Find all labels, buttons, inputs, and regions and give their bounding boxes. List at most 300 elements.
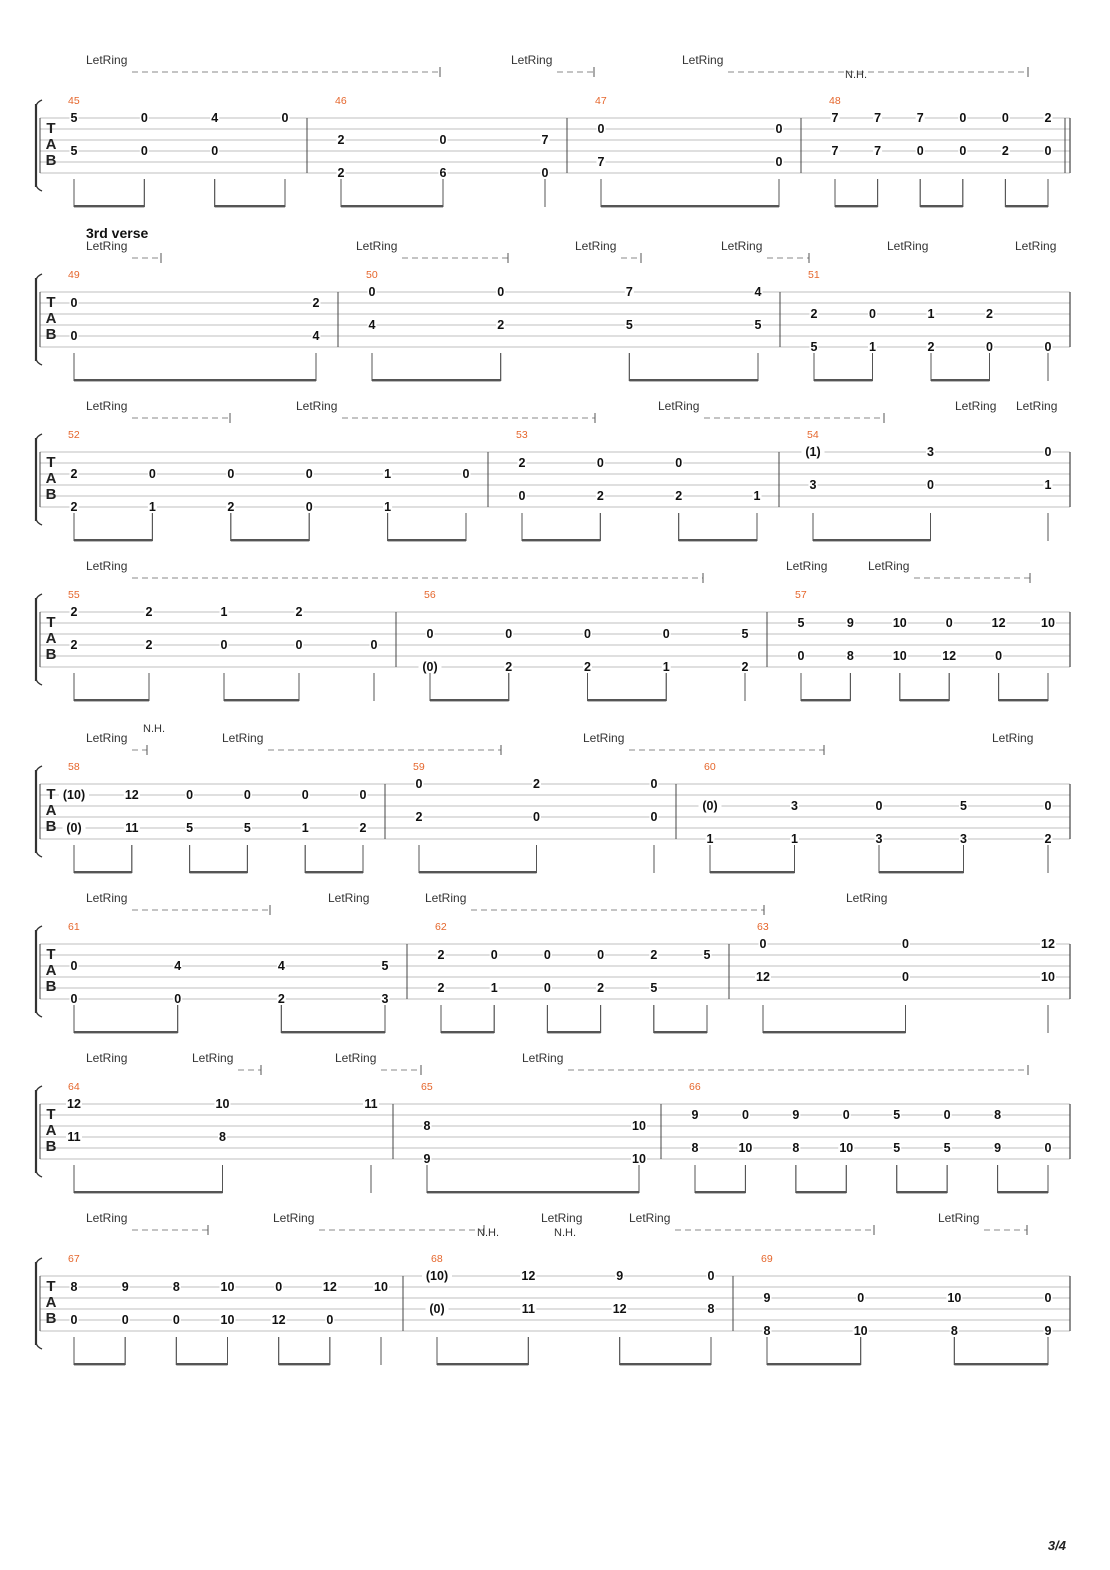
fret-number: 2 (277, 992, 285, 1006)
fret-number: 0 (148, 467, 156, 481)
fret-number: 0 (1001, 111, 1009, 125)
tab-clef-a: A (45, 962, 57, 979)
fret-number: 0 (70, 959, 78, 973)
fret-number: 9 (121, 1280, 129, 1294)
measure-number: 60 (704, 761, 716, 773)
fret-number: 0 (650, 810, 658, 824)
page-number: 3/4 (1047, 1538, 1066, 1553)
letring-label: LetRing (511, 53, 553, 67)
bracket-hook-top (36, 766, 42, 772)
fret-number: 0 (220, 638, 228, 652)
note-beam (710, 871, 795, 873)
fret-number: 2 (596, 489, 604, 503)
note-beam (814, 379, 873, 381)
fret-number: 0 (211, 144, 219, 158)
fret-number: 5 (943, 1141, 951, 1155)
harmonic-mark: N.H. (845, 69, 867, 81)
fret-number: 0 (986, 340, 993, 354)
fret-number: 5 (810, 340, 818, 354)
fret-number: (0) (429, 1302, 445, 1316)
fret-number: 0 (775, 122, 783, 136)
fret-number: 2 (1044, 832, 1052, 846)
letring-label: LetRing (522, 1051, 564, 1065)
fret-number: 5 (893, 1141, 901, 1155)
fret-number: 4 (368, 318, 376, 332)
note-beam (305, 871, 363, 873)
letring-label: LetRing (86, 731, 128, 745)
bracket-hook-top (36, 1258, 42, 1264)
fret-number: 0 (281, 111, 289, 125)
fret-number: 1 (384, 467, 392, 481)
measure-number: 68 (431, 1253, 443, 1265)
fret-number: 3 (791, 799, 798, 813)
measure-number: 56 (424, 589, 436, 601)
bracket-hook-bottom (36, 519, 42, 525)
tab-clef-b: B (45, 646, 57, 663)
tab-clef-a: A (45, 1122, 57, 1139)
fret-number: 2 (927, 340, 935, 354)
bracket-hook-bottom (36, 1343, 42, 1349)
letring-label: LetRing (86, 53, 128, 67)
fret-number: 8 (423, 1119, 431, 1133)
fret-number: 0 (70, 1313, 78, 1327)
fret-number: 11 (67, 1130, 81, 1144)
fret-number: 5 (625, 318, 633, 332)
fret-number: 12 (756, 970, 770, 984)
tab-clef-t: T (46, 120, 56, 137)
note-beam (231, 539, 309, 541)
tab-clef-b: B (45, 326, 57, 343)
fret-number: 12 (322, 1280, 337, 1294)
fret-number: 2 (145, 605, 153, 619)
fret-number: 0 (995, 649, 1003, 663)
letring-label: LetRing (992, 731, 1034, 745)
fret-number: 0 (227, 467, 235, 481)
note-beam (796, 1191, 846, 1193)
fret-number: 0 (326, 1313, 334, 1327)
fret-number: 1 (220, 605, 228, 619)
fret-number: (0) (702, 799, 718, 813)
note-beam (281, 1031, 385, 1033)
fret-number: 1 (490, 981, 498, 995)
fret-number: 9 (691, 1108, 699, 1122)
fret-number: 0 (1044, 799, 1052, 813)
fret-number: 8 (846, 649, 854, 663)
measure-number: 66 (689, 1081, 701, 1093)
fret-number: 0 (945, 616, 953, 630)
note-beam (427, 1191, 639, 1193)
fret-number: 0 (518, 489, 526, 503)
note-beam (999, 699, 1048, 701)
fret-number: 9 (846, 616, 854, 630)
fret-number: 12 (612, 1302, 627, 1316)
fret-number: 7 (831, 144, 839, 158)
fret-number: 12 (1041, 937, 1055, 951)
tab-clef-b: B (45, 486, 57, 503)
letring-label: LetRing (629, 1211, 671, 1225)
note-beam (522, 539, 600, 541)
measure-number: 67 (68, 1253, 80, 1265)
letring-label: LetRing (575, 239, 617, 253)
letring-label: LetRing (192, 1051, 234, 1065)
fret-number: 5 (741, 627, 749, 641)
fret-number: 2 (597, 981, 605, 995)
fret-number: 10 (220, 1313, 235, 1327)
fret-number: 0 (927, 478, 934, 492)
note-beam (74, 379, 316, 381)
fret-number: 9 (616, 1269, 624, 1283)
note-beam (215, 205, 285, 207)
note-beam (813, 539, 931, 541)
note-beam (695, 1191, 745, 1193)
fret-number: 1 (1044, 478, 1052, 492)
fret-number: 10 (892, 616, 907, 630)
tab-clef-t: T (46, 786, 56, 803)
fret-number: 0 (1044, 1291, 1052, 1305)
note-beam (835, 205, 878, 207)
note-beam (224, 699, 299, 701)
measure-number: 59 (413, 761, 425, 773)
fret-number: 10 (892, 649, 907, 663)
fret-number: 1 (927, 307, 935, 321)
fret-number: 1 (869, 340, 876, 354)
letring-label: LetRing (868, 559, 910, 573)
fret-number: 5 (70, 144, 78, 158)
fret-number: 0 (140, 111, 148, 125)
measure-number: 58 (68, 761, 80, 773)
bracket-hook-top (36, 274, 42, 280)
measure-number: 65 (421, 1081, 433, 1093)
fret-number: 3 (875, 832, 883, 846)
fret-number: 12 (271, 1313, 286, 1327)
letring-label: LetRing (541, 1211, 583, 1225)
note-beam (372, 379, 501, 381)
fret-number: 2 (437, 981, 445, 995)
fret-number: 0 (775, 155, 783, 169)
fret-number: 5 (754, 318, 762, 332)
bracket-hook-bottom (36, 679, 42, 685)
letring-label: LetRing (955, 399, 997, 413)
fret-number: 0 (916, 144, 924, 158)
letring-label: LetRing (425, 891, 467, 905)
fret-number: 1 (662, 660, 670, 674)
fret-number: 2 (1044, 111, 1052, 125)
fret-number: 0 (842, 1108, 850, 1122)
fret-number: 0 (275, 1280, 283, 1294)
fret-number: 0 (295, 638, 303, 652)
note-beam (920, 205, 963, 207)
note-beam (176, 1363, 227, 1365)
measure-number: 53 (516, 429, 528, 441)
fret-number: 0 (650, 777, 658, 791)
fret-number: (0) (422, 660, 438, 674)
note-beam (601, 205, 779, 207)
fret-number: 3 (927, 445, 934, 459)
bracket-hook-top (36, 926, 42, 932)
fret-number: 10 (1041, 970, 1055, 984)
fret-number: 2 (337, 166, 345, 180)
letring-label: LetRing (296, 399, 338, 413)
letring-label: LetRing (356, 239, 398, 253)
fret-number: 0 (857, 1291, 865, 1305)
fret-number: 8 (792, 1141, 800, 1155)
fret-number: 12 (942, 649, 957, 663)
fret-number: 10 (374, 1280, 388, 1294)
fret-number: 0 (243, 788, 251, 802)
fret-number: 0 (70, 992, 78, 1006)
fret-number: 0 (543, 948, 551, 962)
fret-number: 9 (792, 1108, 800, 1122)
letring-label: LetRing (682, 53, 724, 67)
note-beam (897, 1191, 947, 1193)
fret-number: 0 (869, 307, 876, 321)
note-beam (419, 871, 537, 873)
bracket-hook-bottom (36, 1171, 42, 1177)
note-beam (879, 871, 964, 873)
fret-number: 7 (831, 111, 839, 125)
fret-number: 8 (172, 1280, 180, 1294)
fret-number: 2 (70, 500, 78, 514)
fret-number: 0 (186, 788, 194, 802)
fret-number: 0 (301, 788, 309, 802)
fret-number: 1 (791, 832, 798, 846)
fret-number: 2 (741, 660, 749, 674)
fret-number: 10 (853, 1324, 868, 1338)
note-beam (388, 539, 466, 541)
note-beam (620, 1363, 711, 1365)
fret-number: 10 (632, 1152, 646, 1166)
fret-number: 5 (893, 1108, 901, 1122)
letring-label: LetRing (721, 239, 763, 253)
measure-number: 46 (335, 95, 347, 107)
fret-number: 5 (960, 799, 967, 813)
tab-clef-a: A (45, 802, 57, 819)
note-beam (679, 539, 757, 541)
fret-number: 2 (437, 948, 445, 962)
fret-number: 1 (384, 500, 392, 514)
fret-number: 2 (1001, 144, 1009, 158)
fret-number: 0 (462, 467, 470, 481)
letring-label: LetRing (86, 559, 128, 573)
tab-clef-a: A (45, 136, 57, 153)
fret-number: 0 (797, 649, 805, 663)
tab-clef-t: T (46, 1278, 56, 1295)
note-beam (74, 205, 144, 207)
tab-clef-t: T (46, 614, 56, 631)
fret-number: 4 (277, 959, 285, 973)
fret-number: 2 (584, 660, 591, 674)
letring-label: LetRing (328, 891, 370, 905)
fret-number: 6 (439, 166, 447, 180)
measure-number: 50 (366, 269, 378, 281)
fret-number: 2 (986, 307, 993, 321)
letring-label: LetRing (86, 1051, 128, 1065)
fret-number: 8 (219, 1130, 226, 1144)
fret-number: 11 (125, 821, 139, 835)
fret-number: 0 (533, 810, 540, 824)
letring-label: LetRing (583, 731, 625, 745)
note-beam (437, 1363, 528, 1365)
fret-number: 0 (490, 948, 498, 962)
note-beam (931, 379, 990, 381)
fret-number: 8 (691, 1141, 699, 1155)
measure-number: 49 (68, 269, 80, 281)
letring-label: LetRing (335, 1051, 377, 1065)
fret-number: 2 (227, 500, 235, 514)
fret-number: 0 (543, 981, 551, 995)
measure-number: 61 (68, 921, 80, 933)
note-beam (954, 1363, 1048, 1365)
letring-label: LetRing (658, 399, 700, 413)
measure-number: 47 (595, 95, 607, 107)
bracket-hook-top (36, 100, 42, 106)
letring-label: LetRing (846, 891, 888, 905)
fret-number: 10 (738, 1141, 753, 1155)
fret-number: 8 (994, 1108, 1002, 1122)
fret-number: 2 (675, 489, 683, 503)
fret-number: 0 (597, 122, 605, 136)
fret-number: 8 (950, 1324, 958, 1338)
bracket-hook-top (36, 434, 42, 440)
fret-number: 0 (596, 456, 604, 470)
note-beam (763, 1031, 906, 1033)
fret-number: 2 (518, 456, 526, 470)
measure-number: 62 (435, 921, 447, 933)
fret-number: 9 (763, 1291, 771, 1305)
fret-number: 7 (874, 111, 882, 125)
fret-number: (10) (425, 1269, 449, 1283)
bracket-hook-bottom (36, 851, 42, 857)
fret-number: 2 (312, 296, 320, 310)
fret-number: 2 (70, 605, 78, 619)
harmonic-mark: N.H. (143, 723, 165, 735)
measure-number: 57 (795, 589, 807, 601)
note-beam (74, 1363, 125, 1365)
fret-number: (0) (66, 821, 82, 835)
fret-number: 8 (707, 1302, 715, 1316)
fret-number: 8 (70, 1280, 78, 1294)
fret-number: 0 (70, 296, 78, 310)
note-beam (74, 1031, 178, 1033)
note-beam (441, 1031, 494, 1033)
letring-label: LetRing (1015, 239, 1057, 253)
measure-number: 64 (68, 1081, 80, 1093)
fret-number: 0 (497, 285, 505, 299)
fret-number: 7 (916, 111, 924, 125)
fret-number: 2 (70, 467, 78, 481)
letring-label: LetRing (273, 1211, 315, 1225)
fret-number: 10 (947, 1291, 962, 1305)
measure-number: 69 (761, 1253, 773, 1265)
fret-number: 0 (675, 456, 683, 470)
fret-number: 10 (215, 1097, 230, 1111)
fret-number: 5 (797, 616, 805, 630)
measure-number: 48 (829, 95, 841, 107)
letring-label: LetRing (786, 559, 828, 573)
fret-number: 2 (505, 660, 513, 674)
fret-number: 0 (959, 144, 967, 158)
fret-number: 0 (541, 166, 549, 180)
letring-label: LetRing (1016, 399, 1058, 413)
fret-number: 2 (497, 318, 505, 332)
fret-number: 0 (1044, 445, 1052, 459)
fret-number: 0 (707, 1269, 715, 1283)
fret-number: 4 (312, 329, 320, 343)
fret-number: 10 (632, 1119, 646, 1133)
fret-number: 9 (994, 1141, 1002, 1155)
fret-number: 3 (960, 832, 967, 846)
fret-number: 2 (533, 777, 540, 791)
fret-number: 11 (364, 1097, 378, 1111)
bracket-hook-top (36, 594, 42, 600)
fret-number: 7 (874, 144, 882, 158)
fret-number: 0 (759, 937, 767, 951)
letring-label: LetRing (222, 731, 264, 745)
fret-number: 0 (505, 627, 513, 641)
fret-number: 0 (415, 777, 423, 791)
fret-number: 10 (1041, 616, 1055, 630)
note-beam (767, 1363, 861, 1365)
tab-clef-t: T (46, 946, 56, 963)
fret-number: 0 (943, 1108, 951, 1122)
fret-number: 0 (439, 133, 447, 147)
tab-clef-b: B (45, 1138, 57, 1155)
fret-number: (10) (62, 788, 86, 802)
fret-number: 9 (423, 1152, 431, 1166)
note-beam (547, 1031, 600, 1033)
fret-number: 2 (337, 133, 345, 147)
letring-label: LetRing (938, 1211, 980, 1225)
note-beam (801, 699, 850, 701)
fret-number: 5 (650, 981, 658, 995)
measure-number: 63 (757, 921, 769, 933)
fret-number: 7 (625, 285, 633, 299)
section-label: 3rd verse (86, 225, 149, 241)
fret-number: 7 (597, 155, 605, 169)
fret-number: 0 (426, 627, 434, 641)
note-beam (1005, 205, 1048, 207)
note-beam (341, 205, 443, 207)
note-beam (279, 1363, 330, 1365)
tab-clef-a: A (45, 470, 57, 487)
harmonic-mark: N.H. (554, 1227, 576, 1239)
fret-number: 3 (381, 992, 389, 1006)
bracket-hook-bottom (36, 185, 42, 191)
fret-number: 0 (1044, 340, 1052, 354)
tab-clef-b: B (45, 152, 57, 169)
note-beam (998, 1191, 1048, 1193)
fret-number: 0 (70, 329, 78, 343)
tab-clef-a: A (45, 630, 57, 647)
note-beam (74, 699, 149, 701)
note-beam (430, 699, 509, 701)
fret-number: 2 (810, 307, 818, 321)
fret-number: 2 (295, 605, 303, 619)
note-beam (190, 871, 248, 873)
fret-number: 12 (67, 1097, 81, 1111)
tab-clef-t: T (46, 294, 56, 311)
fret-number: 2 (359, 821, 367, 835)
note-beam (588, 699, 667, 701)
fret-number: 12 (521, 1269, 536, 1283)
fret-number: 11 (521, 1302, 535, 1316)
fret-number: 2 (145, 638, 153, 652)
fret-number: 4 (754, 285, 762, 299)
bracket-hook-top (36, 1086, 42, 1092)
fret-number: 0 (305, 467, 313, 481)
fret-number: 0 (174, 992, 182, 1006)
fret-number: 0 (902, 970, 909, 984)
